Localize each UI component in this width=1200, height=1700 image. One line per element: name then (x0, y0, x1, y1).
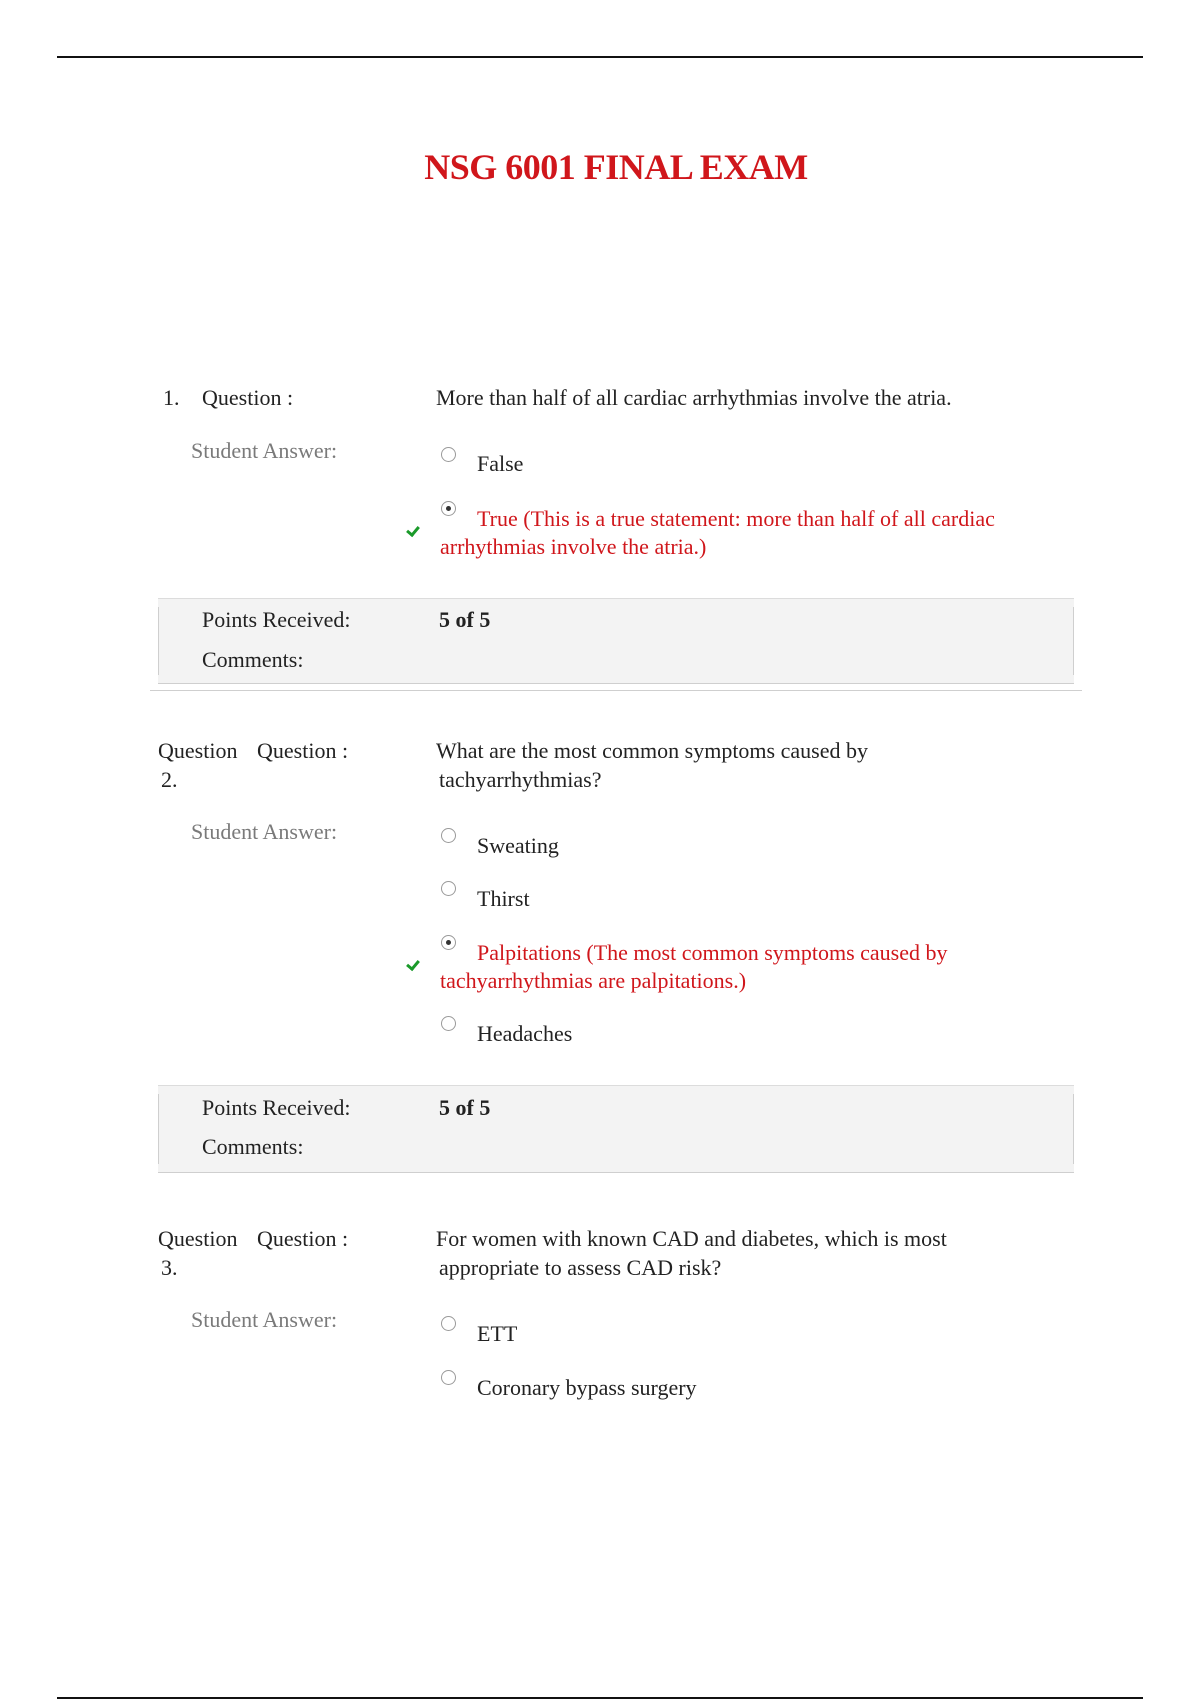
question-label: Question : (202, 385, 294, 410)
student-answer-label: Student Answer: (191, 819, 338, 844)
option-label: Sweating (477, 833, 559, 858)
radio-option[interactable] (441, 1370, 456, 1385)
student-answer-label: Student Answer: (191, 1307, 338, 1332)
correct-answer-line2: tachyarrhythmias are palpitations.) (440, 968, 747, 993)
separator (150, 690, 1082, 691)
option-label: Headaches (477, 1021, 573, 1046)
option-label: False (477, 451, 524, 476)
points-label: Points Received: (202, 1095, 351, 1120)
question-label-a: Question (158, 738, 238, 763)
option-label: ETT (477, 1321, 518, 1346)
points-value: 5 of 5 (439, 607, 491, 632)
question-label-b: Question : (257, 738, 349, 763)
correct-check-icon (406, 957, 420, 971)
top-rule (57, 56, 1143, 58)
page-title: NSG 6001 FINAL EXAM (424, 147, 808, 187)
student-answer-label: Student Answer: (191, 438, 338, 463)
question-label-a: Question (158, 1226, 238, 1251)
comments-label: Comments: (202, 647, 304, 672)
option-label: Thirst (477, 886, 530, 911)
radio-option[interactable] (441, 1316, 456, 1331)
question-text: More than half of all cardiac arrhythmias involve the atria. (436, 385, 952, 410)
radio-option[interactable] (441, 447, 456, 462)
bottom-rule (57, 1697, 1143, 1699)
points-label: Points Received: (202, 607, 351, 632)
question-text-line1: What are the most common symptoms caused by (436, 738, 868, 763)
option-label: Coronary bypass surgery (477, 1375, 697, 1400)
question-text-line1: For women with known CAD and diabetes, which is most (436, 1226, 947, 1251)
radio-option-selected[interactable] (441, 935, 456, 950)
correct-answer-line2: arrhythmias involve the atria.) (440, 534, 707, 559)
question-label-b: Question : (257, 1226, 349, 1251)
question-number: 1. (163, 385, 180, 410)
radio-option-selected[interactable] (441, 501, 456, 516)
question-number: 2. (161, 767, 178, 792)
question-text-line2: tachyarrhythmias? (439, 767, 602, 792)
comments-label: Comments: (202, 1134, 304, 1159)
points-value: 5 of 5 (439, 1095, 491, 1120)
radio-option[interactable] (441, 881, 456, 896)
correct-answer-line1: True (This is a true statement: more than half of all cardiac (477, 506, 995, 531)
question-text-line2: appropriate to assess CAD risk? (439, 1255, 722, 1280)
question-number: 3. (161, 1255, 178, 1280)
radio-option[interactable] (441, 828, 456, 843)
radio-option[interactable] (441, 1016, 456, 1031)
correct-check-icon (406, 523, 420, 537)
correct-answer-line1: Palpitations (The most common symptoms caused by (477, 940, 948, 965)
